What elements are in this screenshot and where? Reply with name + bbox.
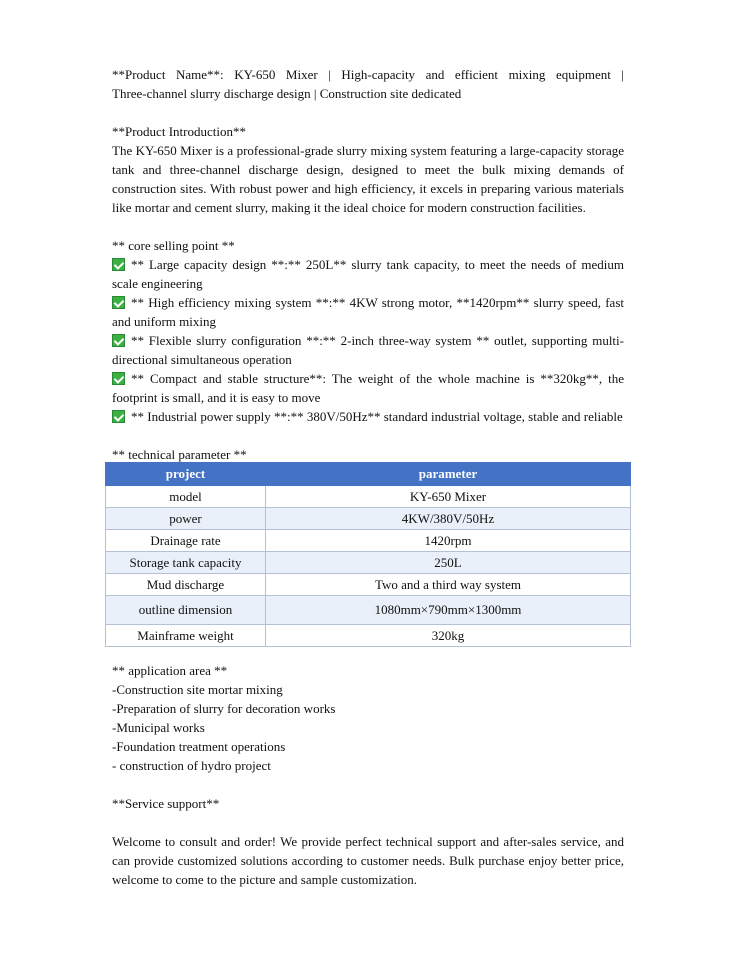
green-checkbox-icon — [112, 410, 125, 423]
cell-parameter: KY-650 Mixer — [266, 486, 631, 508]
cell-project: outline dimension — [106, 596, 266, 625]
introduction-body: The KY-650 Mixer is a professional-grade slurry mixing system featuring a large-capacity storage tank and three-channel discharge design, designed to meet the bulk mixing demands of construction sites. With robust power and high efficiency, it excels in preparing various materials like mortar and cement slurry, making it the ideal choice for modern construction facilities. — [112, 143, 624, 215]
application-item: -Preparation of slurry for decoration works — [112, 701, 336, 716]
cell-project: Storage tank capacity — [106, 552, 266, 574]
selling-point-item: ** Industrial power supply **:** 380V/50Hz** standard industrial voltage, stable and reliable — [112, 407, 624, 426]
selling-points-heading: ** core selling point ** — [112, 238, 235, 253]
cell-project: Drainage rate — [106, 530, 266, 552]
technical-parameter-table — [105, 462, 631, 647]
selling-point-item: ** Compact and stable structure**: The weight of the whole machine is **320kg**, the footprint is small, and it is easy to move — [112, 371, 624, 405]
green-checkbox-icon — [112, 372, 125, 385]
column-header-project: project — [106, 463, 266, 486]
application-section — [112, 661, 624, 889]
table-row — [106, 625, 631, 647]
table-header-row — [106, 463, 631, 486]
green-checkbox-icon — [112, 258, 125, 271]
table-row — [106, 530, 631, 552]
selling-point-item: ** Large capacity design **:** 250L** slurry tank capacity, to meet the needs of medium scale engineering — [112, 257, 624, 291]
technical-heading: ** technical parameter ** — [112, 447, 247, 462]
introduction-heading: **Product Introduction** — [112, 124, 246, 139]
application-item: -Foundation treatment operations — [112, 739, 286, 754]
table-row — [106, 552, 631, 574]
product-name-line2: Three-channel slurry discharge design | Construction site dedicated — [112, 86, 462, 101]
service-body: Welcome to consult and order! We provide perfect technical support and after-sales service, and can provide customized solutions according to customer needs. Bulk purchase enjoy better price, welcome to come to the picture and sample customization. — [112, 834, 624, 887]
application-heading: ** application area ** — [112, 663, 228, 678]
table-row — [106, 574, 631, 596]
product-name-line1: **Product Name**: KY-650 Mixer | High-capacity and efficient mixing equipment | — [112, 67, 624, 82]
application-item: -Construction site mortar mixing — [112, 682, 283, 697]
document-body — [112, 65, 624, 464]
cell-parameter: 1080mm×790mm×1300mm — [266, 596, 631, 625]
column-header-parameter: parameter — [266, 463, 631, 486]
cell-project: Mainframe weight — [106, 625, 266, 647]
cell-parameter: 250L — [266, 552, 631, 574]
table-row — [106, 486, 631, 508]
application-item: -Municipal works — [112, 720, 205, 735]
table-row — [106, 596, 631, 625]
cell-project: Mud discharge — [106, 574, 266, 596]
application-item: - construction of hydro project — [112, 758, 271, 773]
table-row — [106, 508, 631, 530]
cell-project: power — [106, 508, 266, 530]
cell-parameter: 320kg — [266, 625, 631, 647]
green-checkbox-icon — [112, 296, 125, 309]
selling-point-item: ** High efficiency mixing system **:** 4KW strong motor, **1420rpm** slurry speed, fast and uniform mixing — [112, 295, 624, 329]
cell-project: model — [106, 486, 266, 508]
cell-parameter: 1420rpm — [266, 530, 631, 552]
cell-parameter: 4KW/380V/50Hz — [266, 508, 631, 530]
cell-parameter: Two and a third way system — [266, 574, 631, 596]
green-checkbox-icon — [112, 334, 125, 347]
service-heading: **Service support** — [112, 796, 220, 811]
selling-point-item: ** Flexible slurry configuration **:** 2-inch three-way system ** outlet, supporting multi-directional simultaneous operation — [112, 333, 624, 367]
